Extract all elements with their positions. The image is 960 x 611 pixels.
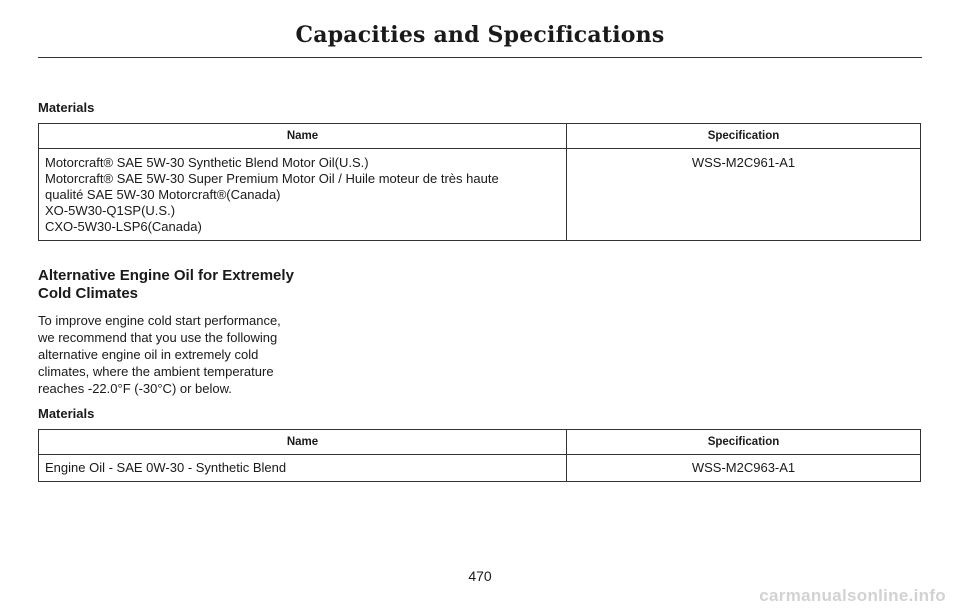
- table-header-row: [39, 430, 921, 455]
- table-row: [39, 149, 921, 241]
- materials-table-1: [38, 123, 921, 241]
- table-header-row: [39, 124, 921, 149]
- cell-specification: WSS-M2C963-A1: [567, 455, 921, 482]
- section-body-text: [38, 312, 338, 397]
- oil-name-line: qualité SAE 5W-30 Motorcraft®(Canada): [45, 187, 281, 202]
- materials-table-2: [38, 429, 921, 482]
- table-row: [39, 455, 921, 482]
- column-header-name: Name: [39, 430, 567, 455]
- body-line: To improve engine cold start performance,: [38, 313, 281, 328]
- title-divider: [38, 57, 922, 58]
- body-line: alternative engine oil in extremely cold: [38, 347, 259, 362]
- column-header-specification: Specification: [567, 124, 921, 149]
- oil-name-line: XO-5W30-Q1SP(U.S.): [45, 203, 176, 218]
- materials-label-2: Materials: [38, 406, 95, 421]
- body-line: we recommend that you use the following: [38, 330, 278, 345]
- body-line: reaches -22.0°F (-30°C) or below.: [38, 381, 232, 396]
- page-title: Capacities and Specifications: [295, 22, 665, 48]
- column-header-name: Name: [39, 124, 567, 149]
- body-line: climates, where the ambient temperature: [38, 364, 274, 379]
- heading-line: Alternative Engine Oil for Extremely: [38, 267, 294, 284]
- heading-line: Cold Climates: [38, 285, 139, 302]
- oil-name-line: Motorcraft® SAE 5W-30 Super Premium Motor Oil / Huile moteur de très haute: [45, 171, 499, 186]
- oil-name-line: Motorcraft® SAE 5W-30 Synthetic Blend Motor Oil(U.S.): [45, 155, 369, 170]
- cell-name: Engine Oil - SAE 0W-30 - Synthetic Blend: [39, 455, 567, 482]
- watermark: carmanualsonline.info: [759, 586, 946, 605]
- materials-label-1: Materials: [38, 100, 95, 115]
- column-header-specification: Specification: [567, 430, 921, 455]
- oil-name-line: CXO-5W30-LSP6(Canada): [45, 219, 202, 234]
- page-number: 470: [468, 568, 492, 584]
- section-heading: [38, 267, 338, 303]
- cell-name: [39, 149, 567, 241]
- cell-specification: WSS-M2C961-A1: [567, 149, 921, 241]
